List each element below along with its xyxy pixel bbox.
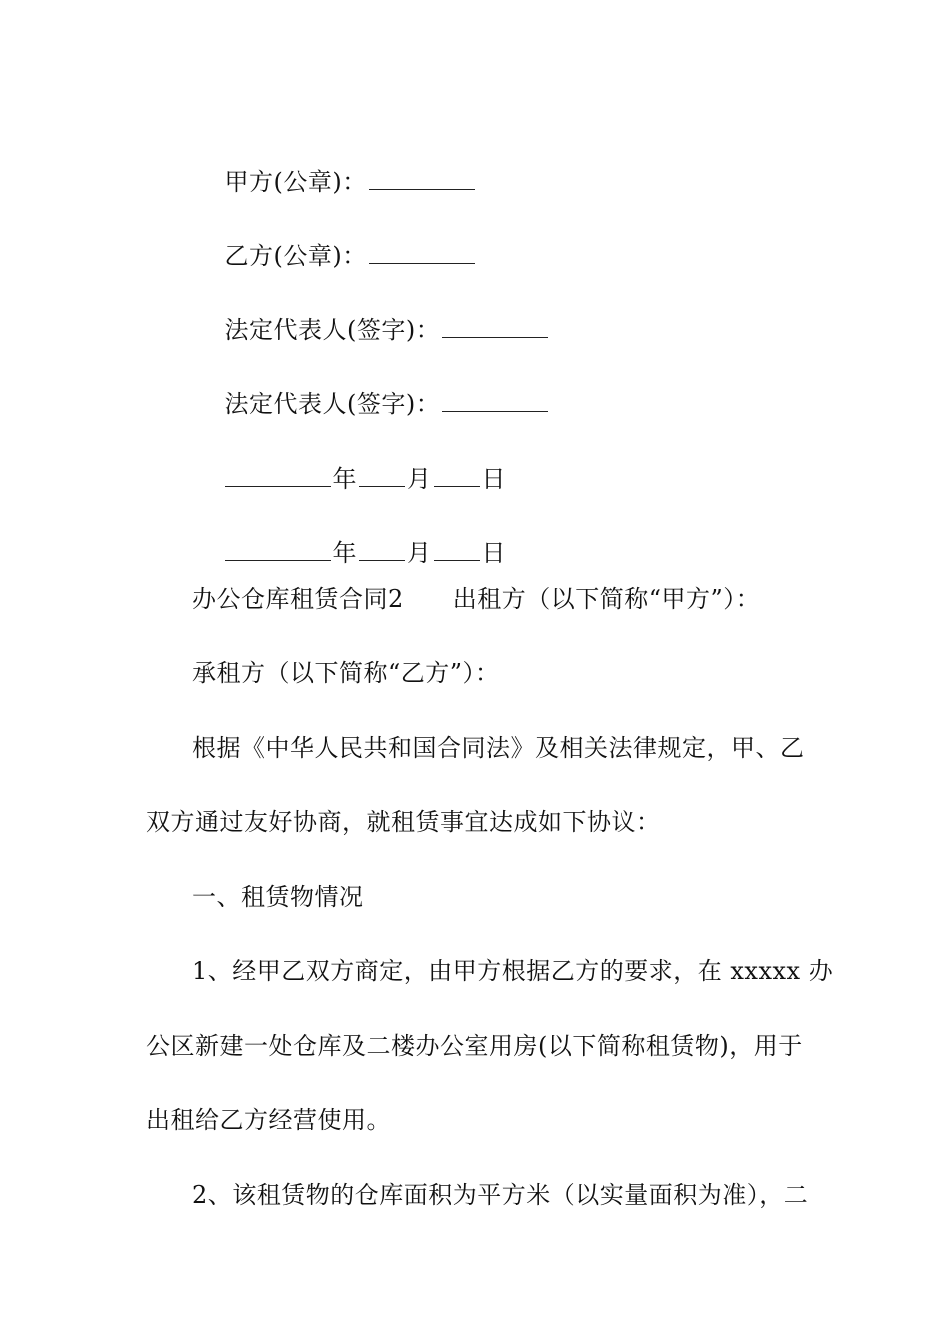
year-blank-2	[225, 538, 331, 561]
day-label-1: 日	[481, 465, 507, 493]
legal-rep-blank-2	[442, 389, 548, 412]
day-blank-1	[434, 464, 480, 487]
legal-rep-label-2: 法定代表人(签字)：	[224, 390, 441, 418]
clause-2-line-1: 2、该租赁物的仓库面积为平方米（以实量面积为准），二	[192, 1181, 809, 1209]
basis-paragraph-line-1: 根据《中华人民共和国合同法》及相关法律规定，甲、乙	[192, 734, 805, 762]
day-blank-2	[434, 538, 480, 561]
month-label-2: 月	[407, 539, 432, 567]
year-blank-1	[225, 464, 331, 487]
month-blank-1	[359, 464, 405, 487]
section-1-heading: 一、租赁物情况	[192, 883, 364, 911]
year-label-1: 年	[332, 465, 358, 493]
legal-rep-blank-1	[442, 315, 548, 338]
party-a-seal-label: 甲方(公章)：	[224, 168, 367, 196]
day-label-2: 日	[481, 539, 507, 567]
contract-title-line: 办公仓库租赁合同2 出租方（以下简称“甲方”）：	[192, 585, 761, 613]
clause-1-line-3: 出租给乙方经营使用。	[146, 1106, 391, 1134]
year-label-2: 年	[332, 539, 358, 567]
lessee-line: 承租方（以下简称“乙方”）：	[192, 659, 500, 687]
legal-rep-label-1: 法定代表人(签字)：	[224, 316, 441, 344]
basis-paragraph-line-2: 双方通过友好协商，就租赁事宜达成如下协议：	[146, 808, 661, 836]
clause-1-line-2: 公区新建一处仓库及二楼办公室用房(以下简称租赁物)，用于	[146, 1032, 803, 1060]
party-b-seal-blank	[369, 241, 475, 264]
party-b-seal-label: 乙方(公章)：	[224, 242, 367, 270]
month-blank-2	[359, 538, 405, 561]
party-a-seal-blank	[369, 167, 475, 190]
clause-1-line-1: 1、经甲乙双方商定，由甲方根据乙方的要求，在 xxxxx 办	[192, 957, 834, 985]
month-label-1: 月	[407, 465, 432, 493]
